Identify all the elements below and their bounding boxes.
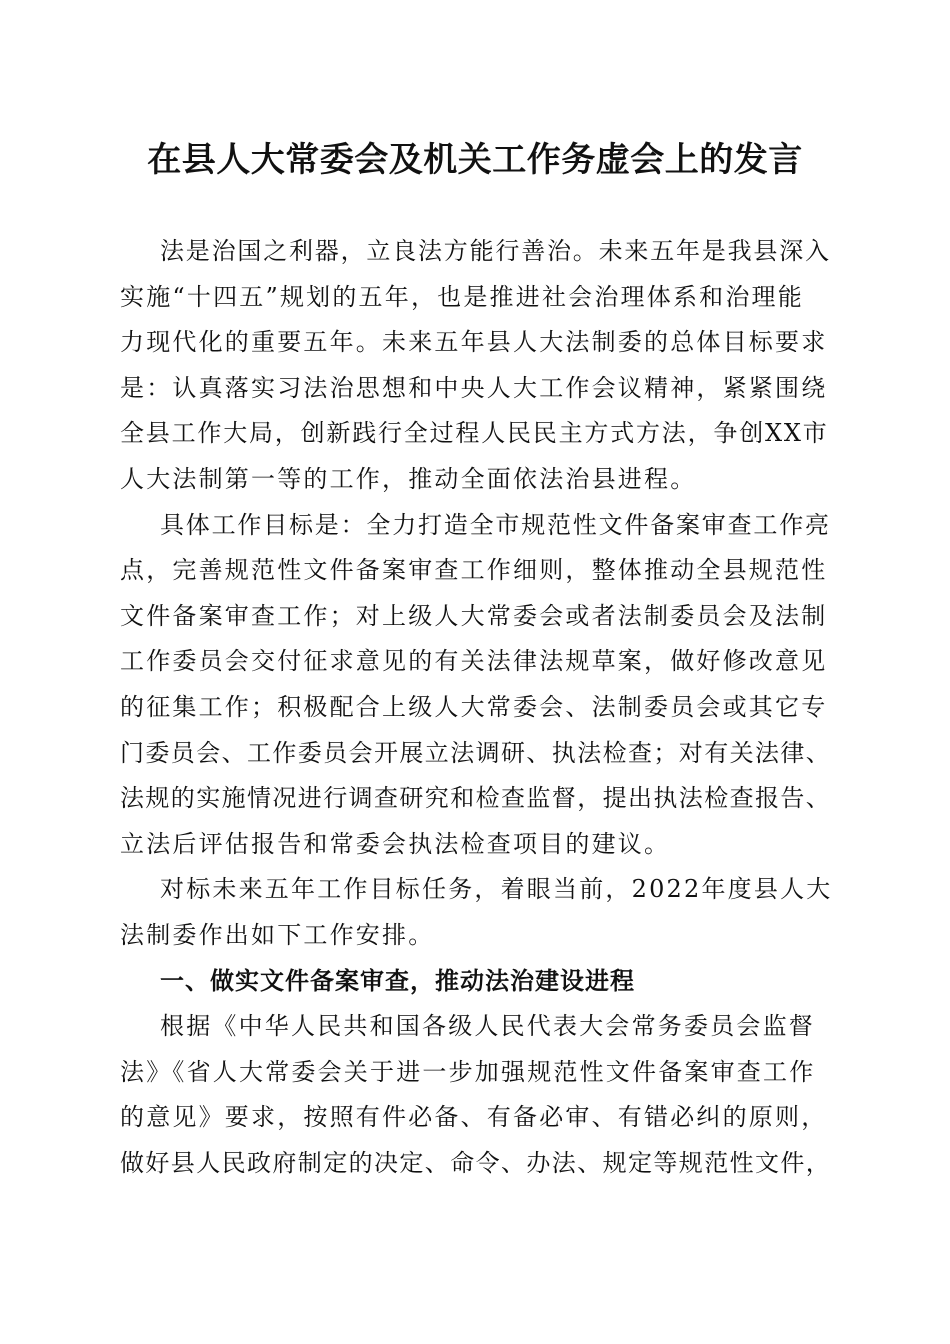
paragraph-line: 是：认真落实习法治思想和中央人大工作会议精神，紧紧围绕 — [120, 373, 828, 402]
paragraph-line: 力现代化的重要五年。未来五年县人大法制委的总体目标要求 — [120, 328, 828, 357]
paragraph-line: 立法后评估报告和常委会执法检查项目的建议。 — [120, 829, 671, 858]
paragraph-line: 人大法制第一等的工作，推动全面依法治县进程。 — [120, 464, 697, 493]
paragraph-line: 法规的实施情况进行调查研究和检查监督，提出执法检查报告、 — [120, 784, 832, 813]
paragraph-line: 法》《省人大常委会关于进一步加强规范性文件备案审查工作 — [120, 1057, 816, 1086]
paragraph-line: 全县工作大局，创新践行全过程人民民主方式方法，争创XX市 — [120, 419, 829, 448]
section-heading: 一、做实文件备案审查，推动法治建设进程 — [160, 966, 635, 995]
document-title: 在县人大常委会及机关工作务虚会上的发言 — [147, 140, 803, 180]
document-body — [120, 229, 832, 1186]
paragraph-line: 点，完善规范性文件备案审查工作细则，整体推动全县规范性 — [120, 556, 828, 585]
paragraph-line: 文件备案审查工作；对上级人大常委会或者法制委员会及法制 — [120, 601, 828, 630]
paragraph-line: 具体工作目标是：全力打造全市规范性文件备案审查工作亮 — [160, 510, 831, 539]
paragraph-line: 对标未来五年工作目标任务，着眼当前，2022年度县人大 — [160, 875, 833, 904]
paragraph-line: 法是治国之利器，立良法方能行善治。未来五年是我县深入 — [160, 237, 831, 265]
paragraph-line: 实施“十四五”规划的五年，也是推进社会治理体系和治理能 — [120, 282, 804, 311]
paragraph-line: 根据《中华人民共和国各级人民代表大会常务委员会监督 — [160, 1012, 815, 1041]
paragraph-line: 的意见》要求，按照有件必备、有备必审、有错必纠的原则， — [120, 1103, 828, 1132]
paragraph-line: 的征集工作；积极配合上级人大常委会、法制委员会或其它专 — [120, 692, 828, 721]
paragraph-line: 工作委员会交付征求意见的有关法律法规草案，做好修改意见 — [120, 647, 828, 676]
paragraph-line: 法制委作出如下工作安排。 — [120, 920, 435, 949]
paragraph-line: 做好县人民政府制定的决定、命令、办法、规定等规范性文件， — [120, 1148, 832, 1177]
paragraph-line: 门委员会、工作委员会开展立法调研、执法检查；对有关法律、 — [120, 738, 832, 767]
